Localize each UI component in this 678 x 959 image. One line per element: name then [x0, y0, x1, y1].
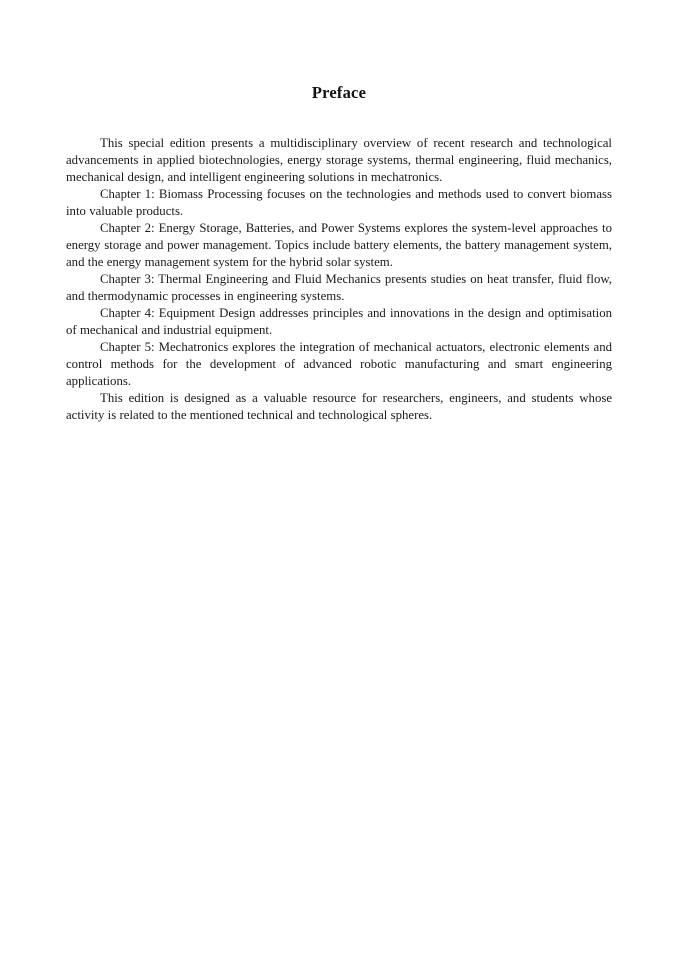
- paragraph-chapter-3: Chapter 3: Thermal Engineering and Fluid Mechanics presents studies on heat transfer, fluid flow, and thermodynamic processes in engineering systems.: [66, 272, 612, 303]
- body-text-block: [66, 135, 612, 424]
- paragraph-intro: This special edition presents a multidisciplinary overview of recent research and technological advancements in applied biotechnologies, energy storage systems, thermal engineering, fluid mechanics, mechanical design, and intelligent engineering solutions in mechatronics.: [66, 136, 612, 184]
- paragraph-chapter-4: Chapter 4: Equipment Design addresses principles and innovations in the design and optimisation of mechanical and industrial equipment.: [66, 306, 612, 337]
- page-title: Preface: [311, 83, 367, 102]
- paragraph-chapter-2: Chapter 2: Energy Storage, Batteries, and Power Systems explores the system-level approaches to energy storage and power management. Topics include battery elements, the battery management system, and the energy management system for the hybrid solar system.: [66, 221, 612, 269]
- paragraph-conclusion: This edition is designed as a valuable resource for researchers, engineers, and students whose activity is related to the mentioned technical and technological spheres.: [66, 391, 612, 422]
- paragraph-chapter-1: Chapter 1: Biomass Processing focuses on the technologies and methods used to convert biomass into valuable products.: [66, 187, 612, 218]
- paragraph-chapter-5: Chapter 5: Mechatronics explores the integration of mechanical actuators, electronic elements and control methods for the development of advanced robotic manufacturing and smart engineering applications.: [66, 340, 612, 388]
- page-content: [66, 0, 612, 424]
